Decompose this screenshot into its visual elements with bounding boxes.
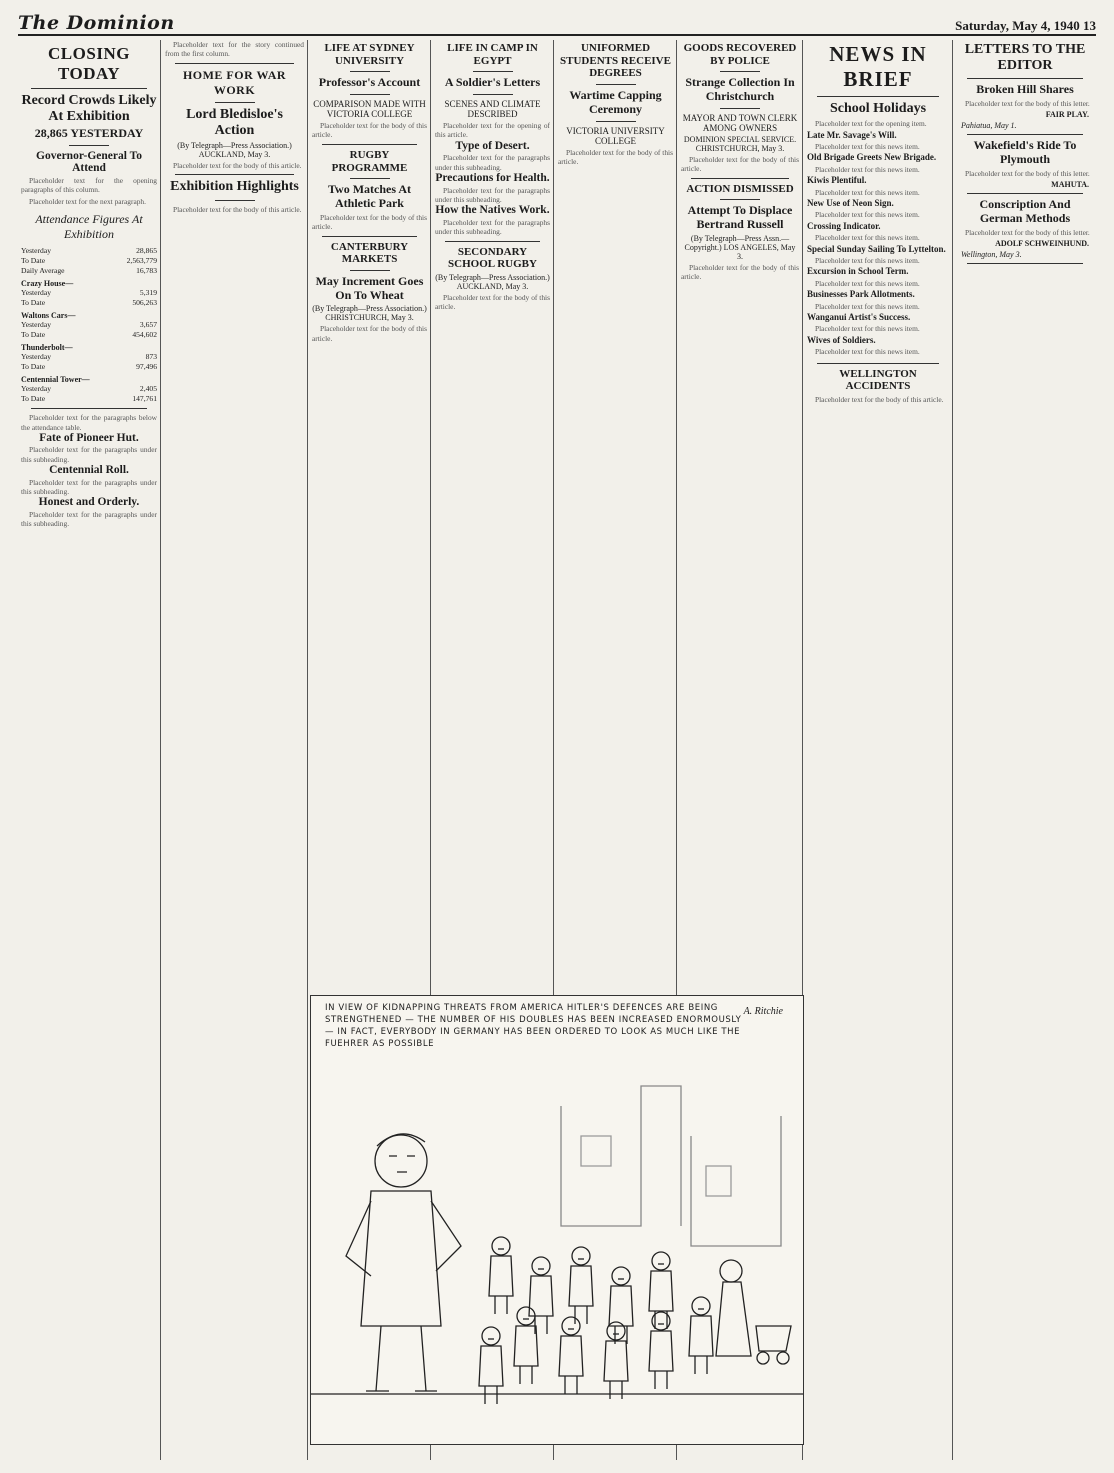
- attendance-category: Centennial Tower—: [21, 375, 90, 385]
- attendance-row: [21, 266, 157, 276]
- article-sub: MAYOR AND TOWN CLERK AMONG OWNERS: [682, 112, 798, 133]
- attendance-value: 97,496: [136, 362, 157, 372]
- cartoon-figure: [489, 1237, 513, 1314]
- column-letters: [954, 40, 1096, 1462]
- attendance-label: Daily Average: [21, 266, 65, 276]
- article-body: Placeholder text for the body of this article.: [312, 324, 427, 343]
- attendance-value: 28,865: [136, 246, 157, 256]
- brief-subhead: Old Brigade Greets New Brigade.: [807, 152, 937, 163]
- column-brief: [804, 40, 952, 1462]
- attendance-row: [21, 320, 157, 330]
- cartoon-figure: [609, 1267, 633, 1344]
- letter-title: Broken Hill Shares: [976, 82, 1074, 96]
- article-head: RUGBY PROGRAMME: [331, 148, 408, 174]
- attendance-value: 2,405: [139, 384, 157, 394]
- article-body: Placeholder text for the opening of this article. Type of Desert. Placeholder text for the paragraphs under this subheading. Precautions for Health. Placeholder text for the paragraphs under this subheading. How the Natives Work. Placeholder text for the paragraphs under this subheading.: [435, 121, 550, 237]
- article-subhead: How the Natives Work.: [435, 204, 550, 217]
- article-head: LIFE AT SYDNEY UNIVERSITY: [324, 42, 415, 67]
- cartoon-illustration: [311, 996, 803, 1444]
- letter-title: Wakefield's Ride To Plymouth: [973, 138, 1077, 166]
- column-war: [162, 40, 307, 1462]
- article-body: Placeholder text for the body of this article.: [312, 121, 427, 140]
- article-subhead: Governor-General To Attend: [36, 149, 142, 174]
- article-title: Wartime Capping Ceremony: [569, 87, 662, 116]
- article-head: HOME FOR WAR WORK: [182, 67, 287, 97]
- attendance-label: Yesterday: [21, 384, 52, 394]
- brief-subhead: Kiwis Plentiful.: [807, 175, 867, 186]
- attendance-row: [21, 256, 157, 266]
- letters-list: [957, 83, 1093, 264]
- attendance-value: 16,783: [136, 266, 157, 276]
- cartoon-figure: [604, 1322, 628, 1399]
- section-head: LETTERS TO THE EDITOR: [964, 42, 1086, 73]
- article-subhead: Honest and Orderly.: [38, 496, 140, 509]
- article-head: GOODS RECOVERED BY POLICE: [683, 42, 797, 67]
- article-head: ACTION DISMISSED: [686, 182, 794, 195]
- letter-signature: FAIR PLAY.: [1045, 110, 1089, 120]
- letter-title: Conscription And German Methods: [979, 197, 1071, 225]
- article-body: Placeholder text for the paragraphs below the attendance table. Fate of Pioneer Hut. Placeholder text for the paragraphs under this subheading. Centennial Roll. Placeholder text for the paragraphs under this subheading. Honest and Orderly. Placeholder text for the paragraphs under this subheading.: [21, 413, 157, 529]
- article-dateline: (By Telegraph—Press Assn.—Copyright.) LOS ANGELES, May 3.: [684, 233, 796, 261]
- letter-body: Placeholder text for the body of this letter.: [965, 98, 1090, 108]
- article-title: Attempt To Displace Bertrand Russell: [687, 203, 793, 232]
- article-head: WELLINGTON ACCIDENTS: [839, 367, 917, 393]
- article-subhead: Fate of Pioneer Hut.: [39, 432, 139, 445]
- attendance-label: To Date: [21, 394, 46, 404]
- article-title: Strange Collection In Christchurch: [685, 75, 795, 104]
- attendance-value: 454,602: [132, 330, 157, 340]
- article-body: Placeholder text for the body of this article.: [435, 292, 550, 312]
- article-title: School Holidays: [829, 101, 927, 116]
- attendance-table: [21, 246, 157, 404]
- article-dateline: (By Telegraph—Press Association.) AUCKLAND, May 3.: [435, 272, 550, 291]
- article-dateline: (By Telegraph—Press Association.) CHRISTCHURCH, May 3.: [312, 304, 427, 323]
- article-head: UNIFORMED STUDENTS RECEIVE DEGREES: [560, 42, 671, 80]
- article-title: Exhibition Highlights: [170, 179, 299, 195]
- attendance-row: [21, 246, 157, 256]
- letter-signature: ADOLF SCHWEINHUND.: [995, 239, 1089, 249]
- attendance-value: 873: [145, 352, 157, 362]
- cartoon-caption: IN VIEW OF KIDNAPPING THREATS FROM AMERICA HITLER'S DEFENCES ARE BEING STRENGTHENED — THE NUMBER OF HIS DOUBLES HAS BEEN INCREASED ENORMOUSLY — IN FACT, EVERYBODY IN GERMANY HAS BEEN ORDERED TO LOOK AS MUCH LIKE THE FUEHRER AS POSSIBLE: [325, 1003, 742, 1049]
- article-head: LIFE IN CAMP IN EGYPT: [447, 42, 538, 67]
- article-head: CANTERBURY MARKETS: [330, 240, 409, 266]
- article-dateline: (By Telegraph—Press Association.) AUCKLAND, May 3.: [177, 141, 292, 159]
- attendance-value: 2,563,779: [126, 256, 157, 266]
- article-kicker: CLOSING TODAY: [48, 44, 130, 83]
- column-rule: [160, 40, 161, 1460]
- article-body: Placeholder text for the body of this article.: [558, 147, 673, 166]
- masthead: [18, 8, 1096, 36]
- article-body: Placeholder text for the body of this article.: [681, 154, 799, 174]
- article-title: Professor's Account: [318, 75, 421, 90]
- attendance-label: Yesterday: [21, 246, 52, 256]
- attendance-label: To Date: [21, 298, 46, 308]
- brief-subhead: Wives of Soldiers.: [807, 334, 876, 345]
- article-title: May Increment Goes On To Wheat: [315, 273, 424, 302]
- attendance-label: To Date: [21, 330, 46, 340]
- attendance-row: [21, 298, 157, 308]
- column-rule: [952, 40, 953, 1460]
- attendance-value: 3,657: [139, 320, 157, 330]
- column-rule: [307, 40, 308, 1460]
- article-subhead: Centennial Roll.: [49, 464, 129, 477]
- article-sub: COMPARISON MADE WITH VICTORIA COLLEGE: [313, 99, 426, 120]
- cartoon: [310, 995, 804, 1445]
- attendance-label: Yesterday: [21, 320, 52, 330]
- article-dateline: DOMINION SPECIAL SERVICE. CHRISTCHURCH, May 3.: [683, 134, 797, 153]
- date-line: Saturday, May 4, 1940 13: [955, 18, 1096, 33]
- article-subhead: Type of Desert.: [455, 139, 530, 152]
- article-title: A Soldier's Letters: [444, 75, 541, 90]
- article-body: Placeholder text for the body of this article.: [681, 262, 799, 282]
- section-head: NEWS IN BRIEF: [829, 42, 927, 91]
- article-title: Two Matches At Athletic Park: [327, 182, 412, 210]
- brief-subhead: New Use of Neon Sign.: [807, 197, 894, 208]
- attendance-category: Thunderbolt—: [21, 343, 73, 353]
- article-body: Placeholder text for the opening item. Late Mr. Savage's Will. Placeholder text for this news item. Old Brigade Greets New Brigade. Placeholder text for this news item. Kiwis Plentiful. Placeholder text for this news item. New Use of Neon Sign. Placeholder text for this news item. Crossing Indicator. Placeholder text for this news item. Special Sunday Sailing To Lyttelton. Placeholder text for this news item. Excursion in School Term. Placeholder text for this news item. Businesses Park Allotments. Placeholder text for this news item. Wanganui Artist's Success. Placeholder text for this news item. Wives of Soldiers. Placeholder text for this news item.: [807, 119, 949, 357]
- cartoon-figure: [569, 1247, 593, 1324]
- letter-body: Placeholder text for the body of this letter.: [965, 227, 1090, 237]
- brief-subhead: Excursion in School Term.: [807, 266, 909, 277]
- attendance-label: To Date: [21, 256, 46, 266]
- attendance-row: [21, 384, 157, 394]
- article-sub: VICTORIA UNIVERSITY COLLEGE: [566, 125, 665, 146]
- attendance-row: [21, 352, 157, 362]
- attendance-row: [21, 362, 157, 372]
- attendance-category: Crazy House—: [21, 279, 74, 289]
- article-body: Placeholder text for the opening paragraphs of this column. Placeholder text for the next paragraph.: [21, 175, 157, 206]
- cartoon-figure: [649, 1312, 673, 1389]
- brief-subhead: Wanganui Artist's Success.: [807, 312, 911, 322]
- attendance-category: Waltons Cars—: [21, 311, 76, 321]
- attendance-title: Attendance Figures At Exhibition: [35, 212, 143, 242]
- article-body: Placeholder text for the story continued from the first column.: [165, 40, 304, 59]
- article-body: Placeholder text for the body of this article.: [815, 394, 944, 404]
- article-body: Placeholder text for the body of this article.: [173, 161, 302, 170]
- brief-subhead: Businesses Park Allotments.: [807, 289, 915, 300]
- attendance-label: Yesterday: [21, 288, 52, 298]
- brief-subhead: Special Sunday Sailing To Lyttelton.: [807, 243, 946, 254]
- paper-name: The Dominion: [18, 12, 175, 34]
- article-body: Placeholder text for the body of this article.: [312, 212, 427, 232]
- letter-signature: MAHUTA.: [1051, 180, 1089, 190]
- cartoon-figure: [559, 1317, 583, 1394]
- attendance-row: [21, 288, 157, 298]
- attendance-count: 28,865 YESTERDAY: [34, 126, 144, 141]
- cartoon-figure: [479, 1327, 503, 1404]
- article-subhead: Precautions for Health.: [435, 172, 550, 185]
- brief-subhead: Late Mr. Savage's Will.: [807, 129, 897, 140]
- brief-subhead: Crossing Indicator.: [807, 220, 881, 231]
- attendance-row: [21, 394, 157, 404]
- article-head: SECONDARY SCHOOL RUGBY: [448, 245, 537, 271]
- cartoon-figure: [689, 1297, 713, 1374]
- article-headline: Record Crowds Likely At Exhibition: [21, 93, 157, 125]
- column-closing: [18, 40, 160, 1462]
- attendance-value: 506,263: [132, 298, 157, 308]
- letter-body: Placeholder text for the body of this letter.: [965, 168, 1090, 178]
- cartoon-signature: A. Ritchie: [743, 1006, 783, 1017]
- article-sub: SCENES AND CLIMATE DESCRIBED: [444, 99, 541, 120]
- article-title: Lord Bledisloe's Action: [186, 106, 283, 138]
- letter-place: Pahiatua, May 1.: [961, 121, 1017, 131]
- attendance-label: To Date: [21, 362, 46, 372]
- attendance-label: Yesterday: [21, 352, 52, 362]
- attendance-value: 5,319: [139, 288, 157, 298]
- attendance-row: [21, 330, 157, 340]
- article-body: Placeholder text for the body of this article.: [173, 204, 302, 214]
- cartoon-figure: [514, 1307, 538, 1384]
- attendance-value: 147,761: [132, 394, 157, 404]
- letter-place: Wellington, May 3.: [961, 250, 1022, 260]
